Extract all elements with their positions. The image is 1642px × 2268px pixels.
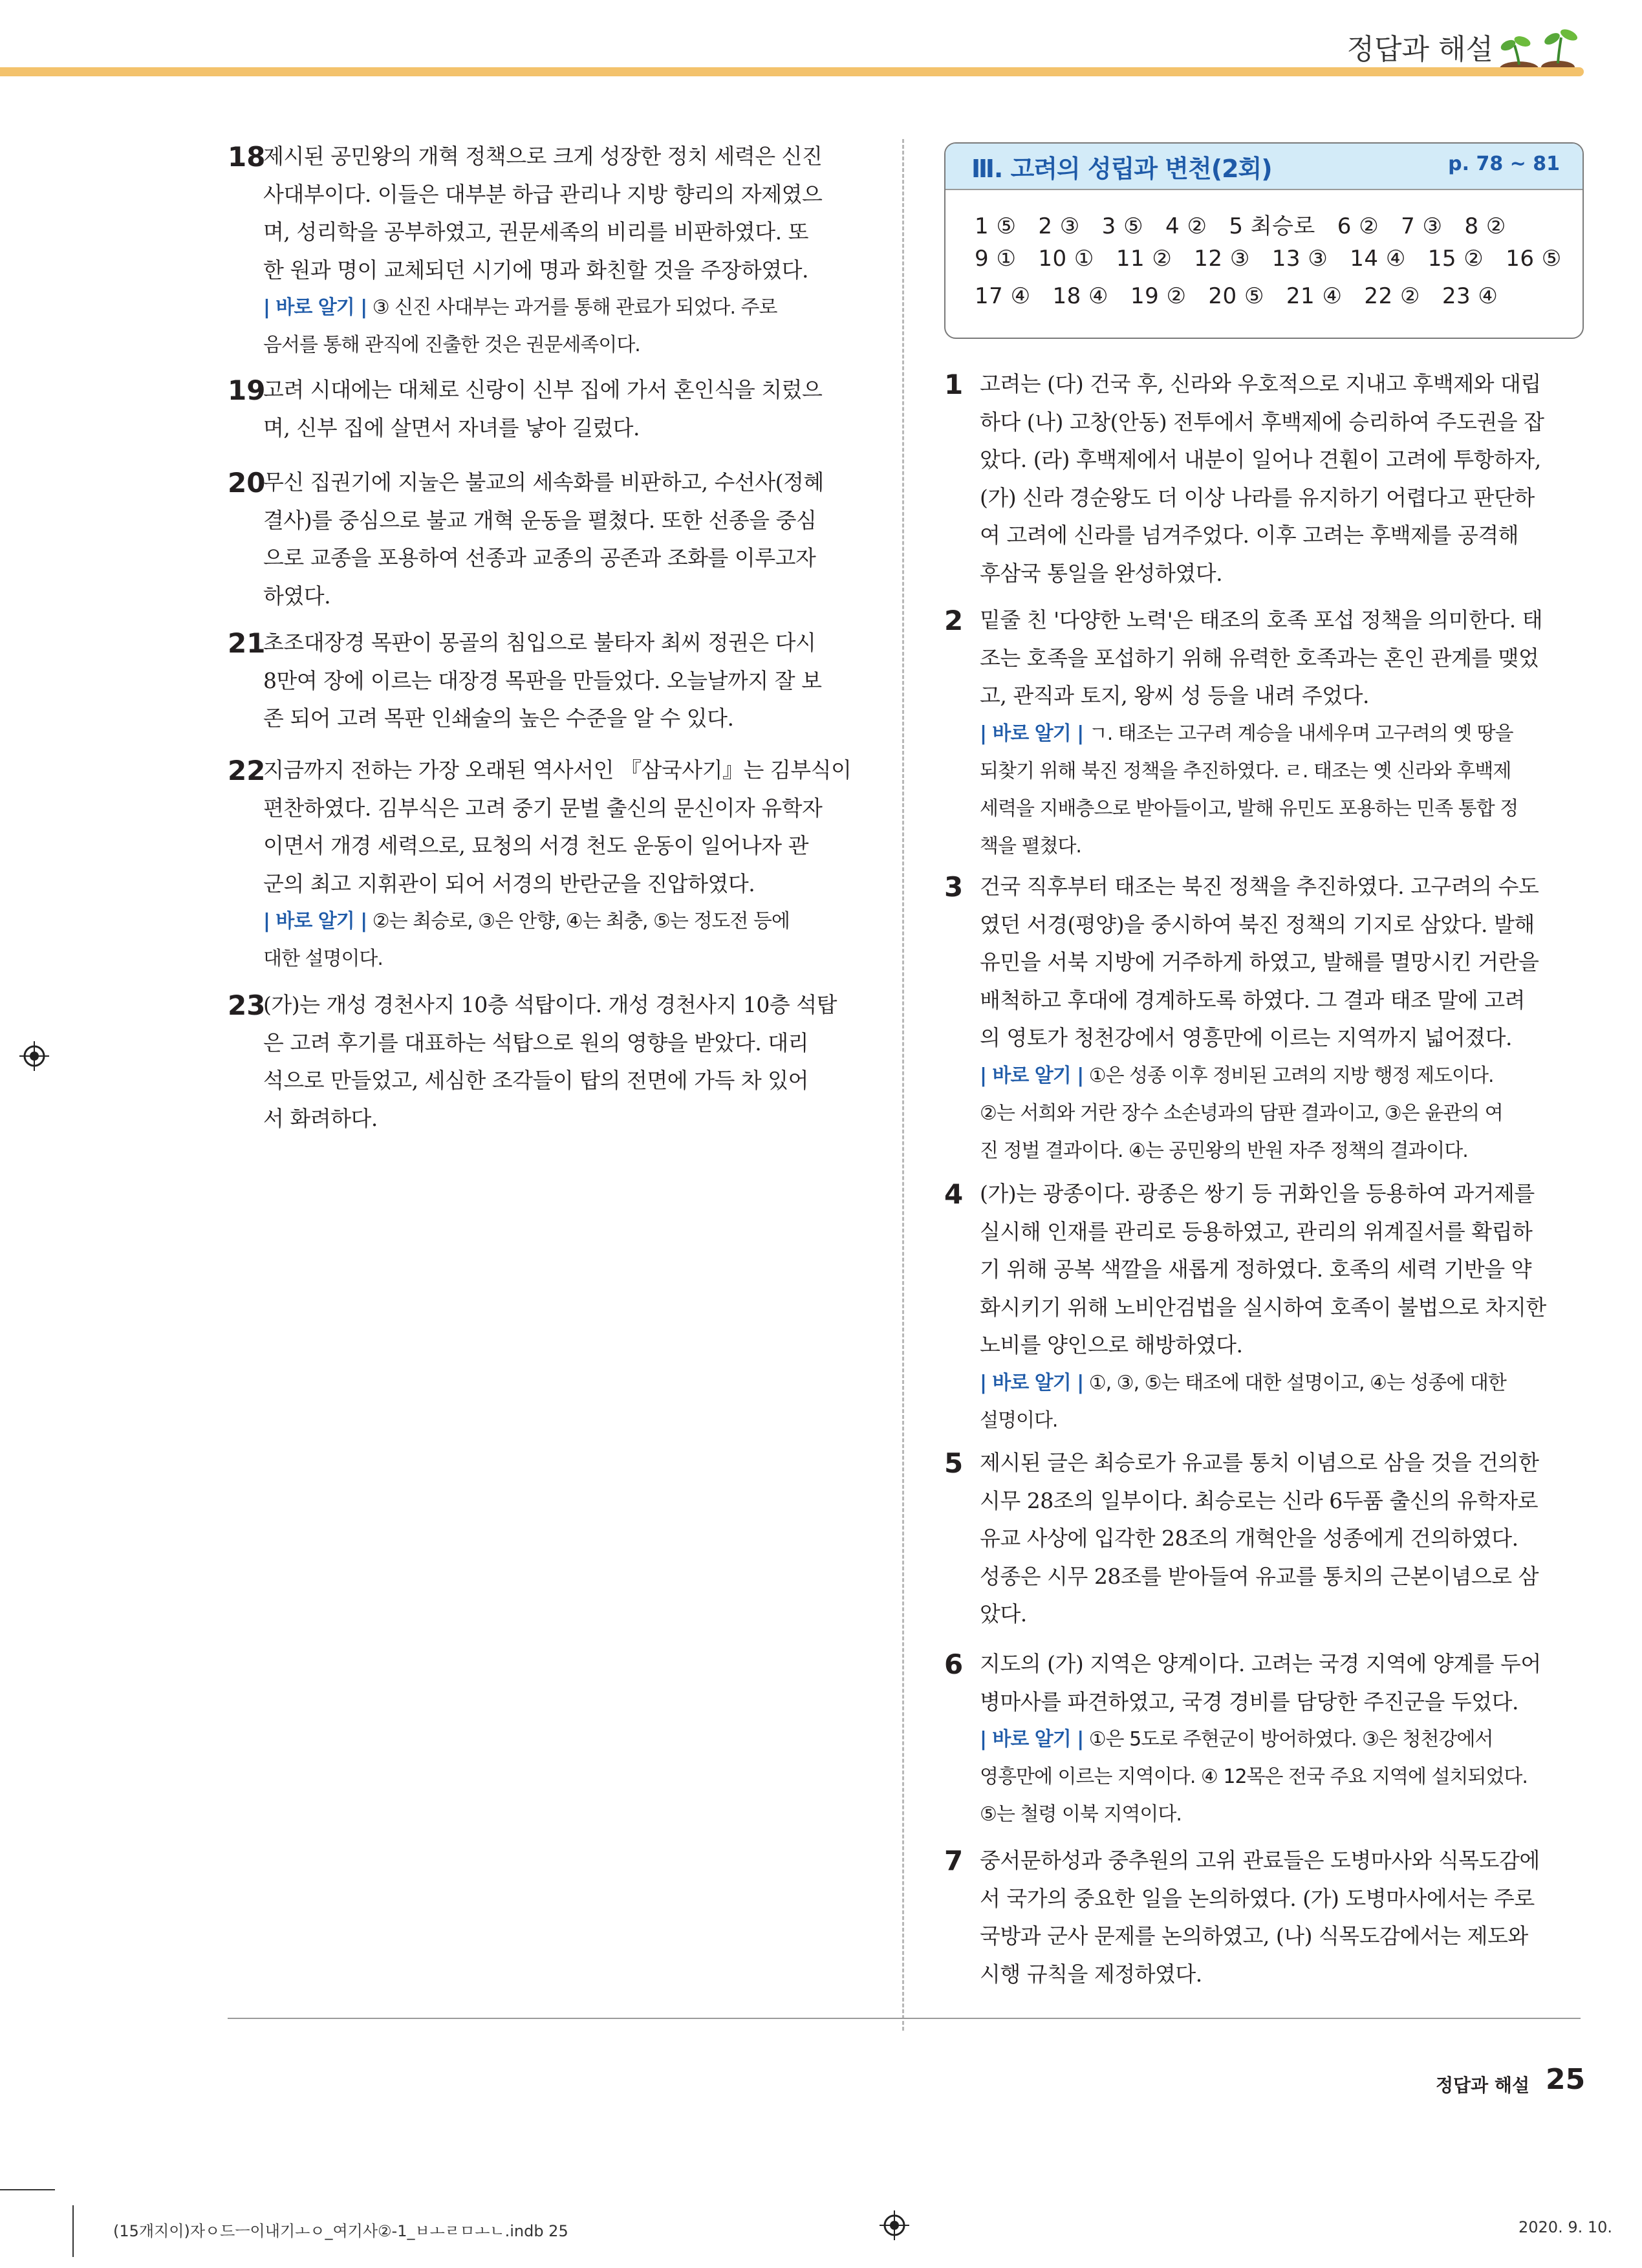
left-item-20 bbox=[228, 464, 874, 615]
tip-line: ①은 5도로 주현군이 방어하였다. ③은 청천강에서 bbox=[1088, 1728, 1493, 1751]
item-number: 7 bbox=[944, 1845, 964, 1877]
right-item-3 bbox=[944, 868, 1584, 1170]
tip-block bbox=[263, 903, 851, 978]
text-line: 중서문하성과 중추원의 고위 관료들은 도병마사와 식목도감에 bbox=[980, 1848, 1540, 1873]
header-bar bbox=[0, 67, 1584, 76]
text-line: 존 되어 고려 목판 인쇄술의 높은 수준을 알 수 있다. bbox=[263, 706, 734, 731]
left-item-22 bbox=[228, 751, 874, 978]
left-item-18 bbox=[228, 138, 874, 364]
text-line: 며, 신부 집에 살면서 자녀를 낳아 길렀다. bbox=[263, 415, 640, 440]
text-line: 여 고려에 신라를 넘겨주었다. 이후 고려는 후백제를 공격해 bbox=[980, 523, 1518, 548]
item-body bbox=[263, 138, 822, 364]
bottom-rule bbox=[228, 2018, 1581, 2019]
text-line: 유민을 서북 지방에 거주하게 하였고, 발해를 멸망시킨 거란을 bbox=[980, 949, 1539, 975]
text-line: 지금까지 전하는 가장 오래된 역사서인 『삼국사기』는 김부식이 bbox=[263, 757, 852, 783]
tip-block bbox=[263, 289, 822, 364]
tip-block bbox=[980, 715, 1542, 865]
right-item-2 bbox=[944, 601, 1584, 865]
column-divider bbox=[902, 139, 904, 2031]
tip-block bbox=[980, 1365, 1546, 1440]
tip-line: 세력을 지배층으로 받아들이고, 발해 유민도 포용하는 민족 통합 정 bbox=[980, 797, 1518, 820]
text-line: 제시된 공민왕의 개혁 정책으로 크게 성장한 정치 세력은 신진 bbox=[263, 144, 823, 169]
tip-line: 영흥만에 이르는 지역이다. ④ 12목은 전국 주요 지역에 설치되었다. bbox=[980, 1766, 1528, 1788]
text-line: 서 화려하다. bbox=[263, 1105, 378, 1131]
answer-row: 9 ① 10 ① 11 ② 12 ③ 13 ③ 14 ④ 15 ② 16 ⑤ bbox=[975, 246, 1562, 272]
item-number: 22 bbox=[228, 755, 266, 786]
item-number: 2 bbox=[944, 605, 964, 636]
tip-label: | 바로 알기 | bbox=[980, 722, 1084, 745]
tip-line: ⑤는 철령 이북 지역이다. bbox=[980, 1803, 1182, 1826]
text-line: 이면서 개경 세력으로, 묘청의 서경 천도 운동이 일어나자 관 bbox=[263, 833, 808, 858]
item-body bbox=[980, 868, 1539, 1170]
text-line: 으로 교종을 포용하여 선종과 교종의 공존과 조화를 이루고자 bbox=[263, 545, 816, 570]
tip-line: ③ 신진 사대부는 과거를 통해 관료가 되었다. 주로 bbox=[372, 296, 777, 319]
left-item-21 bbox=[228, 624, 874, 738]
item-body bbox=[263, 464, 824, 615]
tip-line: 되찾기 위해 북진 정책을 추진하였다. ㄹ. 태조는 옛 신라와 후백제 bbox=[980, 759, 1511, 783]
text-line: 였던 서경(평양)을 중시하여 북진 정책의 기지로 삼았다. 발해 bbox=[980, 911, 1535, 937]
right-item-6 bbox=[944, 1645, 1584, 1833]
text-line: 실시해 인재를 관리로 등용하였고, 관리의 위계질서를 확립하 bbox=[980, 1218, 1533, 1244]
tip-line: ②는 서희와 거란 장수 소손녕과의 담판 결과이고, ③은 윤관의 여 bbox=[980, 1101, 1503, 1125]
text-line: 무신 집권기에 지눌은 불교의 세속화를 비판하고, 수선사(정혜 bbox=[263, 470, 824, 495]
tip-line: 대한 설명이다. bbox=[263, 947, 383, 970]
tip-line: ㄱ. 태조는 고구려 계승을 내세우며 고구려의 옛 땅을 bbox=[1088, 722, 1513, 745]
answer-key-box bbox=[944, 142, 1584, 339]
right-item-5 bbox=[944, 1444, 1584, 1634]
text-line: (가)는 개성 경천사지 10층 석탑이다. 개성 경천사지 10층 석탑 bbox=[263, 992, 837, 1017]
text-line: 석으로 만들었고, 세심한 조각들이 탑의 전면에 가득 차 있어 bbox=[263, 1068, 808, 1093]
text-line: 배척하고 후대에 경계하도록 하였다. 그 결과 태조 말에 고려 bbox=[980, 987, 1525, 1013]
text-line: (가)는 광종이다. 광종은 쌍기 등 귀화인을 등용하여 과거제를 bbox=[980, 1181, 1535, 1206]
text-line: 지도의 (가) 지역은 양계이다. 고려는 국경 지역에 양계를 두어 bbox=[980, 1651, 1541, 1676]
tip-line: 책을 펼쳤다. bbox=[980, 834, 1081, 858]
item-number: 20 bbox=[228, 467, 266, 499]
item-body bbox=[263, 371, 822, 447]
item-number: 3 bbox=[944, 871, 964, 903]
registration-mark-icon bbox=[880, 2210, 909, 2240]
page-number: 25 bbox=[1546, 2063, 1586, 2096]
tip-label: | 바로 알기 | bbox=[263, 910, 367, 933]
answer-key-title: Ⅲ. 고려의 성립과 변천(2회) bbox=[971, 155, 1272, 183]
text-line: 병마사를 파견하였고, 국경 경비를 담당한 주진군을 두었다. bbox=[980, 1689, 1518, 1714]
item-body bbox=[980, 1842, 1540, 1993]
tip-label: | 바로 알기 | bbox=[980, 1371, 1084, 1394]
text-line: 편찬하였다. 김부식은 고려 중기 문벌 출신의 문신이자 유학자 bbox=[263, 795, 823, 821]
answer-row: 1 ⑤ 2 ③ 3 ⑤ 4 ② 5 최승로 6 ② 7 ③ 8 ② bbox=[975, 213, 1506, 239]
text-line: 고려 시대에는 대체로 신랑이 신부 집에 가서 혼인식을 치렀으 bbox=[263, 377, 823, 402]
item-body bbox=[980, 1645, 1541, 1833]
text-line: 한 원과 명이 교체되던 시기에 명과 화친할 것을 주장하였다. bbox=[263, 257, 808, 283]
text-line: 은 고려 후기를 대표하는 석탑으로 원의 영향을 받았다. 대리 bbox=[263, 1030, 808, 1055]
item-body bbox=[263, 624, 821, 738]
tip-label: | 바로 알기 | bbox=[980, 1728, 1084, 1751]
text-line: 고, 관직과 토지, 왕씨 성 등을 내려 주었다. bbox=[980, 683, 1369, 708]
text-line: 았다. (라) 후백제에서 내분이 일어나 견훤이 고려에 투항하자, bbox=[980, 447, 1541, 472]
right-item-7 bbox=[944, 1842, 1584, 1993]
text-line: 기 위해 공복 색깔을 새롭게 정하였다. 호족의 세력 기반을 약 bbox=[980, 1257, 1531, 1282]
item-body bbox=[980, 365, 1544, 592]
text-line: 군의 최고 지휘관이 되어 서경의 반란군을 진압하였다. bbox=[263, 870, 755, 896]
tip-line: ②는 최승로, ③은 안향, ④는 최충, ⑤는 정도전 등에 bbox=[372, 910, 790, 933]
tip-label: | 바로 알기 | bbox=[263, 296, 367, 319]
item-body bbox=[980, 601, 1542, 865]
tip-block bbox=[980, 1721, 1541, 1833]
text-line: 며, 성리학을 공부하였고, 권문세족의 비리를 비판하였다. 또 bbox=[263, 219, 808, 244]
header-title: 정답과 해설 bbox=[1346, 33, 1493, 66]
text-line: 성종은 시무 28조를 받아들여 유교를 통치의 근본이념으로 삼 bbox=[980, 1563, 1539, 1589]
item-number: 5 bbox=[944, 1447, 964, 1479]
item-number: 4 bbox=[944, 1178, 964, 1210]
tip-line: 진 정벌 결과이다. ④는 공민왕의 반원 자주 정책의 결과이다. bbox=[980, 1139, 1468, 1162]
text-line: 사대부이다. 이들은 대부분 하급 관리나 지방 향리의 자제였으 bbox=[263, 181, 823, 207]
item-body bbox=[263, 751, 851, 978]
left-item-19 bbox=[228, 371, 874, 447]
imprint-date: 2020. 9. 10. bbox=[1518, 2218, 1613, 2236]
item-number: 6 bbox=[944, 1648, 964, 1680]
registration-mark-icon bbox=[19, 1041, 49, 1071]
text-line: 시행 규칙을 제정하였다. bbox=[980, 1961, 1202, 1987]
crop-mark bbox=[0, 2189, 55, 2190]
item-number: 1 bbox=[944, 369, 964, 400]
item-body bbox=[263, 986, 837, 1138]
text-line: 하다 (나) 고창(안동) 전투에서 후백제에 승리하여 주도권을 잡 bbox=[980, 409, 1544, 435]
footer-label: 정답과 해설 bbox=[1436, 2075, 1529, 2096]
item-number: 18 bbox=[228, 141, 266, 173]
text-line: 후삼국 통일을 완성하였다. bbox=[980, 560, 1223, 586]
tip-line: 음서를 통해 관직에 진출한 것은 권문세족이다. bbox=[263, 334, 640, 356]
text-line: 고려는 (다) 건국 후, 신라와 우호적으로 지내고 후백제와 대립 bbox=[980, 371, 1541, 396]
imprint-line: (15개지이)자ㅇ드ㅡ이내기ㅗㅇ_여기사②-1_ㅂㅗㄹㅁㅗㄴ.indb 25 bbox=[113, 2222, 568, 2240]
item-body bbox=[980, 1175, 1546, 1440]
text-line: 결사)를 중심으로 불교 개혁 운동을 펼쳤다. 또한 선종을 중심 bbox=[263, 507, 817, 533]
tip-line: 설명이다. bbox=[980, 1409, 1058, 1432]
item-number: 23 bbox=[228, 989, 266, 1021]
text-line: (가) 신라 경순왕도 더 이상 나라를 유지하기 어렵다고 판단하 bbox=[980, 484, 1535, 510]
crop-mark bbox=[72, 2205, 74, 2257]
answer-key-header bbox=[945, 144, 1583, 190]
text-line: 유교 사상에 입각한 28조의 개혁안을 성종에게 건의하였다. bbox=[980, 1526, 1518, 1551]
text-line: 밑줄 친 '다양한 노력'은 태조의 호족 포섭 정책을 의미한다. 태 bbox=[980, 607, 1543, 632]
text-line: 조는 호족을 포섭하기 위해 유력한 호족과는 혼인 관계를 맺었 bbox=[980, 645, 1539, 671]
tip-line: ①, ③, ⑤는 태조에 대한 설명이고, ④는 성종에 대한 bbox=[1088, 1371, 1506, 1394]
answer-key-pages: p. 78 ~ 81 bbox=[1448, 153, 1560, 175]
left-item-23 bbox=[228, 986, 874, 1138]
text-line: 았다. bbox=[980, 1601, 1027, 1626]
answer-row: 17 ④ 18 ④ 19 ② 20 ⑤ 21 ④ 22 ② 23 ④ bbox=[975, 283, 1498, 309]
item-number: 21 bbox=[228, 627, 266, 659]
item-body bbox=[980, 1444, 1539, 1634]
text-line: 의 영토가 청천강에서 영흥만에 이르는 지역까지 넓어졌다. bbox=[980, 1025, 1512, 1050]
text-line: 초조대장경 목판이 몽골의 침입으로 불타자 최씨 정권은 다시 bbox=[263, 630, 816, 655]
text-line: 하였다. bbox=[263, 583, 331, 609]
tip-label: | 바로 알기 | bbox=[980, 1064, 1084, 1087]
right-item-4 bbox=[944, 1175, 1584, 1440]
text-line: 8만여 장에 이르는 대장경 목판을 만들었다. 오늘날까지 잘 보 bbox=[263, 667, 822, 693]
text-line: 노비를 양인으로 해방하였다. bbox=[980, 1332, 1243, 1357]
text-line: 시무 28조의 일부이다. 최승로는 신라 6두품 출신의 유학자로 bbox=[980, 1487, 1539, 1513]
item-number: 19 bbox=[228, 374, 266, 406]
text-line: 서 국가의 중요한 일을 논의하였다. (가) 도병마사에서는 주로 bbox=[980, 1885, 1535, 1911]
text-line: 건국 직후부터 태조는 북진 정책을 추진하였다. 고구려의 수도 bbox=[980, 874, 1539, 899]
text-line: 국방과 군사 문제를 논의하였고, (나) 식목도감에서는 제도와 bbox=[980, 1923, 1528, 1949]
text-line: 제시된 글은 최승로가 유교를 통치 이념으로 삼을 것을 건의한 bbox=[980, 1450, 1539, 1475]
text-line: 화시키기 위해 노비안검법을 실시하여 호족이 불법으로 차지한 bbox=[980, 1294, 1546, 1320]
right-item-1 bbox=[944, 365, 1584, 592]
tip-block bbox=[980, 1057, 1539, 1170]
tip-line: ①은 성종 이후 정비된 고려의 지방 행정 제도이다. bbox=[1088, 1064, 1494, 1087]
